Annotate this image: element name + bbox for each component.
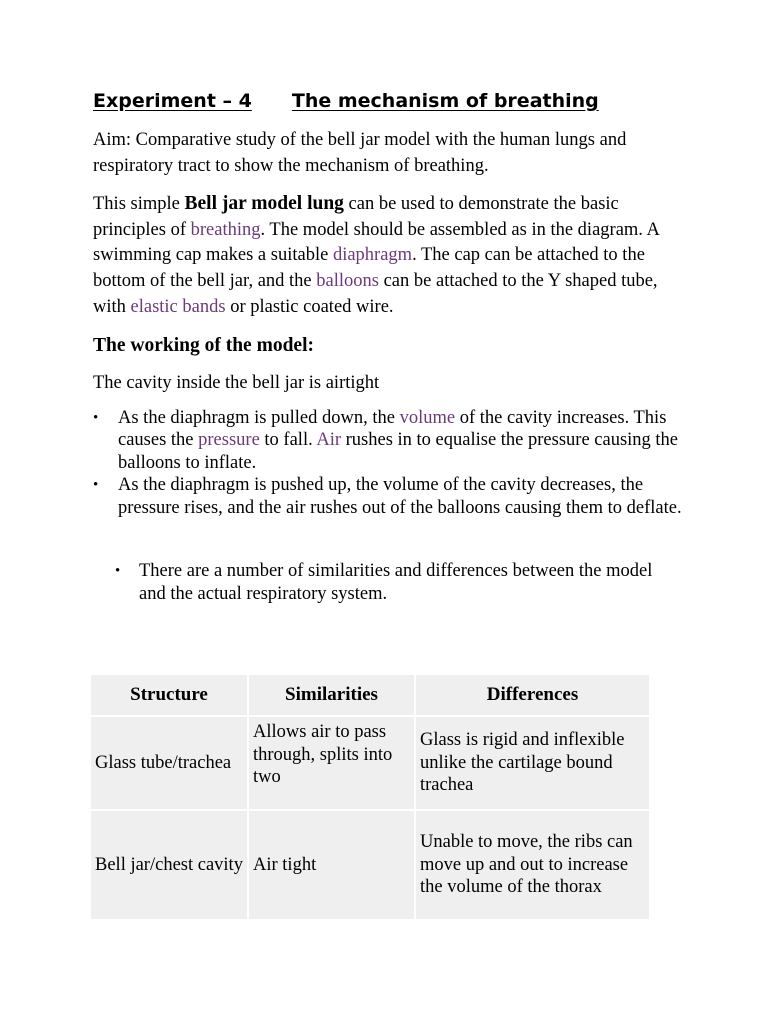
working-bullets <box>93 407 683 520</box>
comparison-bullets <box>93 560 683 605</box>
list-item: • There are a number of similarities and differences between the model and the actual respiratory system. <box>115 560 683 605</box>
table-cell: Bell jar/chest cavity <box>90 810 248 920</box>
document-page <box>93 86 683 605</box>
intro-text: This simple <box>93 194 185 215</box>
intro-text: can be used to demonstrate the basic principles of <box>93 194 619 240</box>
bullet-text: rushes in to equalise the pressure causing the balloons to inflate. <box>118 430 679 473</box>
table-cell: Glass tube/trachea <box>90 716 248 810</box>
list-item: • As the diaphragm is pushed up, the volume of the cavity decreases, the pressure rises, and the air rushes out of the balloons causing them to deflate. <box>93 474 683 519</box>
table-row <box>90 810 650 920</box>
table-header-row <box>90 674 650 716</box>
experiment-number: Experiment – 4 <box>93 90 252 112</box>
table-cell: Glass is rigid and inflexible unlike the cartilage bound trachea <box>415 716 650 810</box>
diaphragm-link[interactable]: diaphragm <box>332 245 413 266</box>
balloons-link[interactable]: balloons <box>316 270 379 291</box>
intro-text: can be attached to the Y shaped tube, with <box>93 270 658 317</box>
list-item <box>93 407 683 475</box>
air-link[interactable]: Air <box>316 430 341 451</box>
comparison-table <box>89 673 651 921</box>
table-cell: Air tight <box>248 810 415 920</box>
aim-paragraph: Aim: Comparative study of the bell jar model with the human lungs and respiratory tract to show the mechanism of breathing. <box>93 130 627 176</box>
breathing-link[interactable]: breathing <box>190 219 261 240</box>
bullet-text: of the cavity increases. This causes the <box>118 407 667 451</box>
bullet-text: As the diaphragm is pulled down, the <box>118 407 400 428</box>
intro-text: . The model should be assembled as in the diagram. A swimming cap makes a suitable <box>93 219 659 266</box>
experiment-title: The mechanism of breathing <box>291 90 599 112</box>
intro-paragraph <box>93 191 683 320</box>
section-heading: The working of the model: <box>93 335 314 357</box>
bell-jar-bold: Bell jar model lung <box>184 193 344 215</box>
column-header: Similarities <box>248 674 415 716</box>
airtight-statement: The cavity inside the bell jar is airtight <box>93 373 380 394</box>
bullet-text: to fall. <box>259 430 317 451</box>
column-header: Differences <box>415 674 650 716</box>
intro-text: . The cap can be attached to the bottom of the bell jar, and the <box>93 245 645 291</box>
pressure-link[interactable]: pressure <box>198 430 260 451</box>
table-cell: Unable to move, the ribs can move up and out to increase the volume of the thorax <box>415 810 650 920</box>
column-header: Structure <box>90 674 248 716</box>
table-cell: Allows air to pass through, splits into two <box>248 716 415 810</box>
volume-link[interactable]: volume <box>399 407 456 428</box>
table-row <box>90 716 650 810</box>
page-title <box>93 86 683 116</box>
intro-text: or plastic coated wire. <box>225 296 394 317</box>
elastic-bands-link[interactable]: elastic bands <box>130 296 226 317</box>
